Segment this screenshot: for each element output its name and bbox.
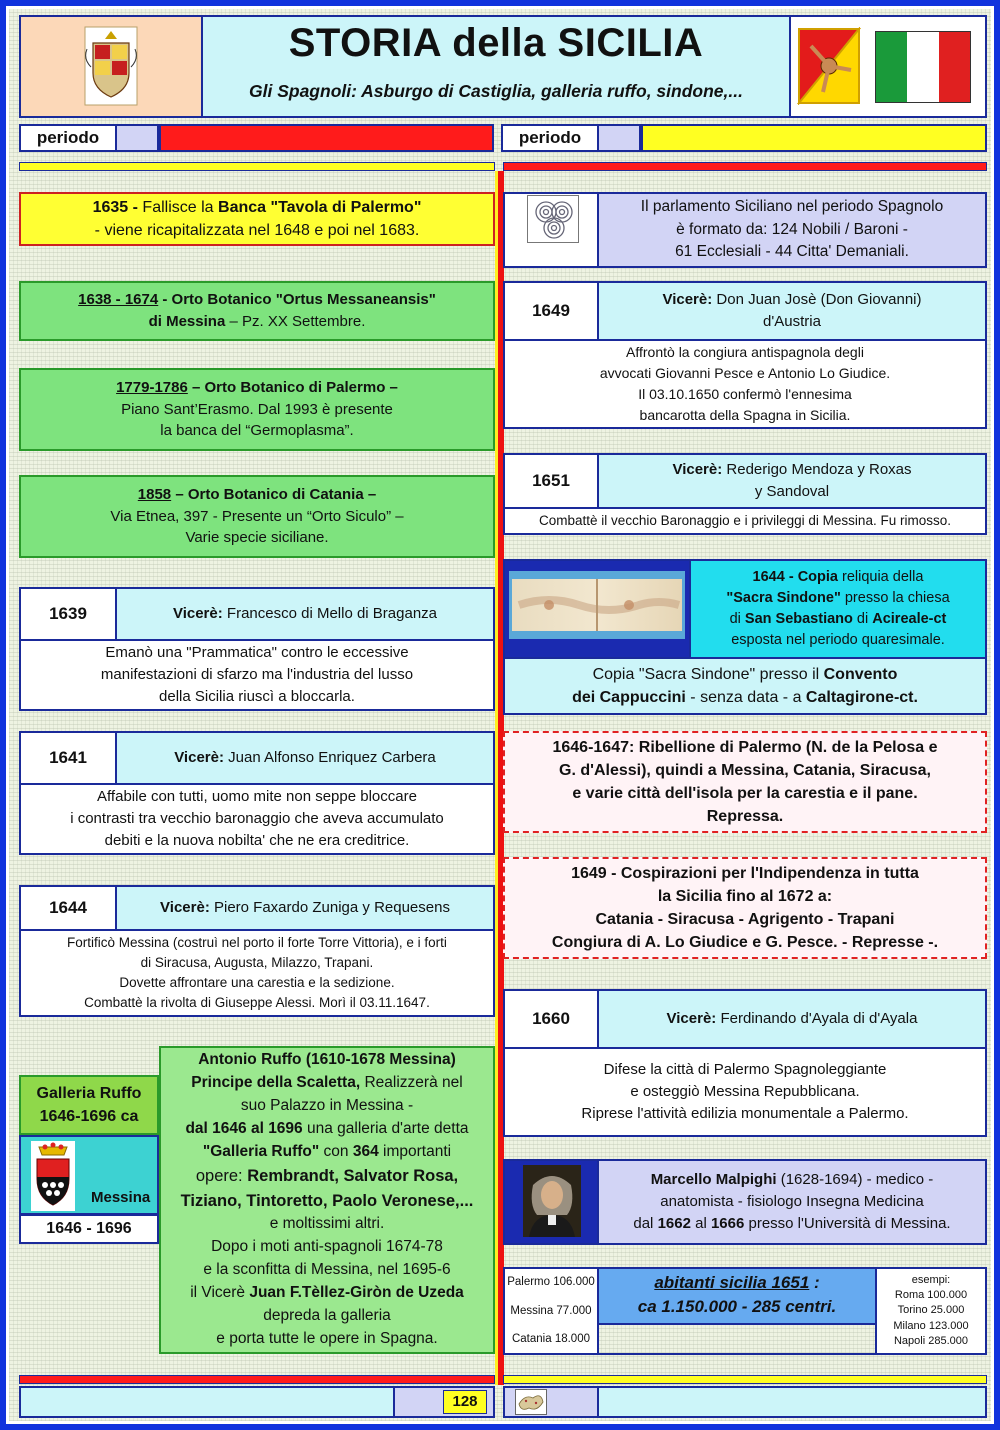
footer-left-bar: [19, 1386, 395, 1418]
periodo-left-color: [159, 124, 494, 152]
left-top-rail: [19, 162, 495, 171]
malpighi-box: Marcello Malpighi (1628-1694) - medico - anatomista - fisiologo Insegna Medicina dal 1662 al 1666 presso l'Università di Messina.: [597, 1159, 987, 1245]
banca-palermo-box: 1635 - Fallisce la Banca "Tavola di Palermo" - viene ricapitalizzata nel 1648 e poi nel 1683.: [19, 192, 495, 246]
periodo-left-label: periodo: [19, 124, 117, 152]
vicere-1639-desc: Emanò una "Prammatica" contro le eccessive manifestazioni di sfarzo ma l'industria del lusso della Sicilia riuscì a bloccarla.: [19, 639, 495, 711]
example-city: Torino 25.000: [897, 1304, 965, 1317]
abitanti-examples: esempi: Roma 100.000 Torino 25.000 Milano 123.000 Napoli 285.000: [875, 1267, 987, 1355]
orto-messina-box: 1638 - 1674 - Orto Botanico "Ortus Messaneansis" di Messina – Pz. XX Settembre.: [19, 281, 495, 341]
vicere-1660-desc: Difese la città di Palermo Spagnoleggiante e osteggiò Messina Repubblicana. Riprese l'attività edilizia monumentale a Palermo.: [503, 1047, 987, 1137]
periodo-right-label: periodo: [501, 124, 599, 152]
right-top-rail: [503, 162, 987, 171]
example-city: Roma 100.000: [894, 1289, 968, 1302]
page-title: STORIA della SICILIA: [288, 21, 704, 65]
orto-catania-box: 1858 – Orto Botanico di Catania – Via Etnea, 397 - Presente un “Orto Siculo” – Varie specie siciliane.: [19, 475, 495, 558]
left-bottom-rail: [19, 1375, 495, 1384]
abitanti-title: abitanti sicilia 1651 :: [654, 1273, 820, 1292]
vicere-1641-desc: Affabile con tutti, uomo mite non seppe bloccare i contrasti tra vecchio baronaggio che aveva accumulato debiti e la nuova nobilta' che ne era creditrice.: [19, 783, 495, 855]
year-1660: 1660: [503, 989, 599, 1049]
coat-of-arms-icon: [81, 23, 141, 109]
galleria-ruffo-title: Galleria Ruffo 1646-1696 ca: [19, 1075, 159, 1135]
cospirazioni-box: 1649 - Cospirazioni per l'Indipendenza in tutta la Sicilia fino al 1672 a: Catania - Siracusa - Agrigento - Trapani Congiura di A. Lo Giudice e G. Pesce. - Represse -.: [503, 857, 987, 959]
right-bottom-rail: [503, 1375, 987, 1384]
vicere-1651: Vicerè: Rederigo Mendoza y Roxas y Sandoval: [597, 453, 987, 509]
abitanti-cities: [503, 1267, 599, 1355]
abitanti-city: Palermo 106.000: [507, 1275, 595, 1288]
example-city: Napoli 285.000: [893, 1334, 968, 1347]
year-1639: 1639: [19, 587, 117, 641]
parlamento-box: Il parlamento Siciliano nel periodo Spagnolo è formato da: 124 Nobili / Baroni - 61 Ecclesiali - 44 Citta' Demaniali.: [597, 192, 987, 268]
malpighi-portrait-icon: [523, 1165, 581, 1237]
vicere-1644-desc: Fortificò Messina (costruì nel porto il forte Torre Vittoria), e i forti di Siracusa, Augusta, Milazzo, Trapani. Dovette affrontare una carestia e la sedizione. Combattè la rivolta di Giuseppe Alessi. Morì il 03.11.1647.: [19, 929, 495, 1017]
year-1651: 1651: [503, 453, 599, 509]
year-1649: 1649: [503, 281, 599, 341]
galleria-ruffo-years: 1646 - 1696: [19, 1214, 159, 1244]
triskele-spiral-icon: [527, 195, 579, 243]
abitanti-city: Catania 18.000: [511, 1333, 590, 1346]
abitanti-total: ca 1.150.000 - 285 centri.: [637, 1297, 837, 1316]
page-frame: [6, 6, 994, 1424]
vicere-1660: Vicerè: Ferdinando d'Ayala di d'Ayala: [597, 989, 987, 1049]
footer-right-bar: [597, 1386, 987, 1418]
periodo-right-spacer: [599, 124, 641, 152]
antonio-ruffo-box: Antonio Ruffo (1610-1678 Messina) Principe della Scaletta, Realizzerà nel suo Palazzo in Messina - dal 1646 al 1696 una galleria d'arte detta "Galleria Ruffo" con 364 importanti opere: Rembrandt, Salvator Rosa, Tiziano, Tintoretto, Paolo Veronese,... e moltissimi altri. Dopo i moti anti-spagnoli 1674-78 e la sconfitta di Messina, nel 1695-6 il Vicerè Juan F.Tèllez-Giròn de Uzeda depreda la galleria e porta tutte le opere in Spagna.: [159, 1046, 495, 1354]
abitanti-lower-spacer: [597, 1323, 877, 1355]
example-city: Milano 123.000: [893, 1319, 969, 1332]
vicere-1649: Vicerè: Don Juan Josè (Don Giovanni) d'Austria: [597, 281, 987, 341]
messina-crest-icon: [31, 1141, 75, 1211]
page-number: 128: [443, 1390, 487, 1414]
abitanti-city: Messina 77.000: [510, 1304, 592, 1317]
galleria-ruffo-city: Messina: [91, 1189, 151, 1206]
year-1644: 1644: [19, 885, 117, 931]
vicere-1649-desc: Affrontò la congiura antispagnola degli avvocati Giovanni Pesce e Antonio Lo Giudice. Il 03.10.1650 confermò l'ennesima bancarotta della Spagna in Sicilia.: [503, 339, 987, 429]
orto-palermo-box: 1779-1786 – Orto Botanico di Palermo – Piano Sant’Erasmo. Dal 1993 è presente la banca del “Germoplasma”.: [19, 368, 495, 451]
vicere-1644: Vicerè: Piero Faxardo Zuniga y Requesens: [115, 885, 495, 931]
shroud-image: [509, 571, 685, 639]
map-thumbnail-icon: [515, 1389, 547, 1415]
vicere-1651-desc: Combattè il vecchio Baronaggio e i privileggi di Messina. Fu rimosso.: [503, 507, 987, 535]
sindone-acireale-box: 1644 - Copia reliquia della "Sacra Sindone" presso la chiesa di San Sebastiano di Acireale-ct esposta nel periodo quaresimale.: [689, 559, 987, 659]
vicere-1641: Vicerè: Juan Alfonso Enriquez Carbera: [115, 731, 495, 785]
page-subtitle: Gli Spagnoli: Asburgo di Castiglia, galleria ruffo, sindone,...: [249, 81, 743, 101]
periodo-left-spacer: [117, 124, 159, 152]
ribellione-box: 1646-1647: Ribellione di Palermo (N. de la Pelosa e G. d'Alessi), quindi a Messina, Catania, Siracusa, e varie città dell'isola per la carestia e il pane. Repressa.: [503, 731, 987, 833]
italy-flag-icon: [875, 31, 971, 103]
year-1641: 1641: [19, 731, 117, 785]
trinacria-flag-icon: [797, 27, 861, 105]
vicere-1639: Vicerè: Francesco di Mello di Braganza: [115, 587, 495, 641]
sindone-caltagirone-box: Copia "Sacra Sindone" presso il Convento dei Cappuccini - senza data - a Caltagirone-ct.: [503, 657, 987, 715]
periodo-right-color: [641, 124, 987, 152]
